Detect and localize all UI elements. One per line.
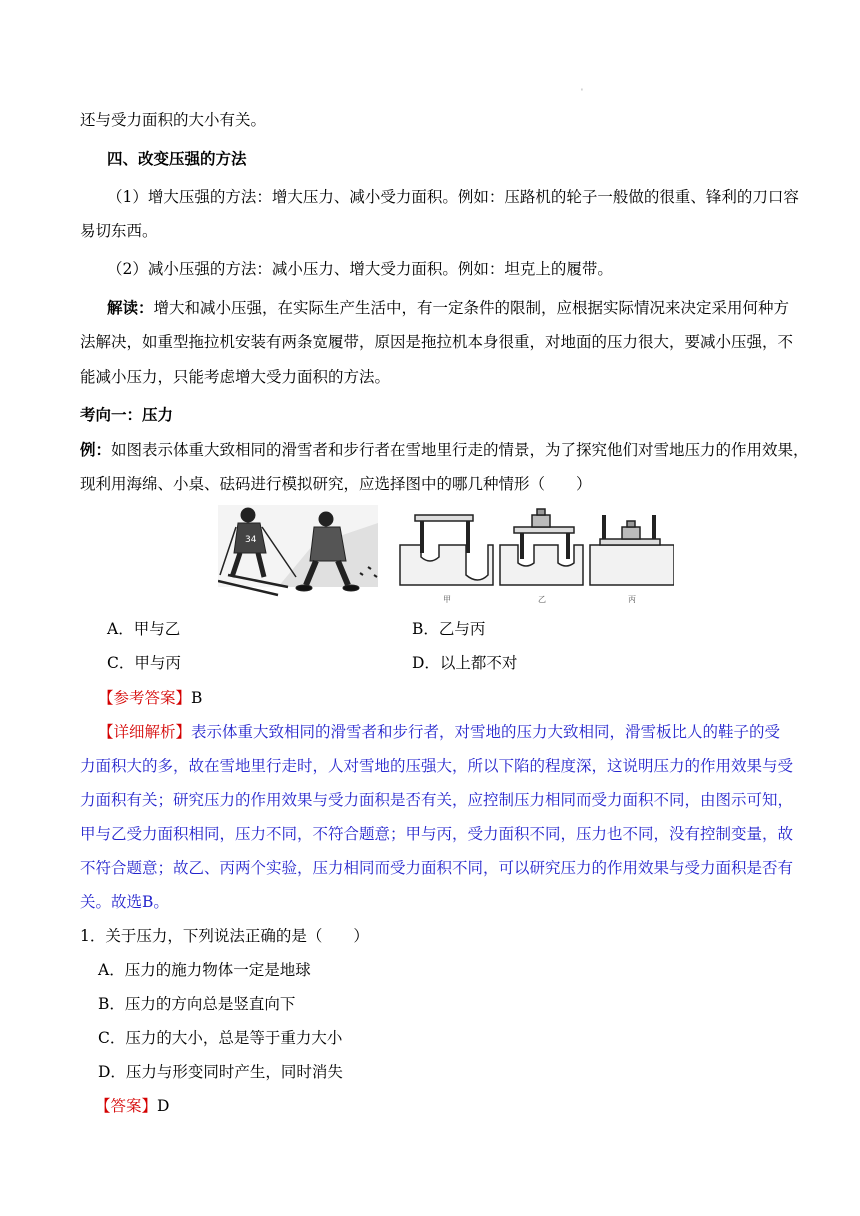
interpretation-line	[107, 298, 812, 318]
reference-answer	[98, 688, 803, 708]
question-option-b: B．压力的方向总是竖直向下	[98, 995, 296, 1013]
example-label: 例：	[80, 440, 112, 459]
experiment-figure	[218, 505, 674, 605]
option-d: D．以上都不对	[412, 654, 518, 672]
question-answer-tag: 【答案】	[95, 1097, 158, 1115]
text-line: （2）减小压强的方法：减小压力、增大受力面积。例如：坦克上的履带。	[107, 260, 613, 278]
text-line: 能减小压力，只能考虑增大受力面积的方法。	[80, 368, 391, 386]
skier-illustration	[218, 505, 378, 595]
figure-label-yi: 乙	[538, 595, 546, 604]
svg-text:34: 34	[245, 535, 257, 545]
option-a: A．甲与乙	[107, 620, 181, 638]
question-option-c: C．压力的大小，总是等于重力大小	[98, 1029, 343, 1047]
question-option-a: A．压力的施力物体一定是地球	[98, 961, 311, 979]
figure-label-bing: 丙	[628, 595, 636, 604]
example-line	[80, 440, 809, 460]
option-c: C．甲与丙	[107, 654, 181, 672]
text-line: （1）增大压强的方法：增大压力、减小受力面积。例如：压路机的轮子一般做的很重、锋利的刀口容	[107, 188, 799, 206]
text-line: 法解决，如重型拖拉机安装有两条宽履带，原因是拖拉机本身很重，对地面的压力很大，要减小压强，不	[80, 333, 794, 351]
interpretation-label: 解读：	[107, 298, 154, 317]
question-option-d: D．压力与形变同时产生，同时消失	[98, 1063, 343, 1081]
figure-label-jia: 甲	[443, 595, 451, 604]
setup-jia	[400, 515, 493, 585]
header-mark: '	[581, 88, 583, 96]
reference-answer-tag: 【参考答案】	[98, 689, 192, 707]
topic-heading: 考向一：压力	[80, 405, 174, 424]
question-answer	[95, 1096, 800, 1116]
option-b: B．乙与丙	[412, 620, 486, 638]
setup-yi	[500, 509, 583, 585]
analysis-line: 力面积大的多，故在雪地里行走时，人对雪地的压强大，所以下陷的程度深，这说明压力的作用效果与受	[80, 757, 794, 775]
analysis-text: 表示体重大致相同的滑雪者和步行者，对雪地的压力大致相同，滑雪板比人的鞋子的受	[191, 723, 781, 741]
analysis-line: 不符合题意；故乙、丙两个实验，压力相同而受力面积不同，可以研究压力的作用效果与受力面积是否有	[80, 859, 794, 877]
analysis-line: 甲与乙受力面积相同，压力不同，不符合题意；甲与丙，受力面积不同，压力也不同，没有控制变量，故	[80, 825, 794, 843]
example-text: 如图表示体重大致相同的滑雪者和步行者在雪地里行走的情景，为了探究他们对雪地压力的作用效果，	[111, 441, 809, 459]
question-stem: 1．关于压力，下列说法正确的是（ ）	[80, 927, 369, 945]
text-line: 还与受力面积的大小有关。	[80, 111, 267, 129]
analysis-tag: 【详细解析】	[98, 723, 192, 741]
setup-bing	[590, 515, 674, 585]
section-heading: 四、改变压强的方法	[107, 149, 247, 168]
analysis-line	[98, 722, 803, 742]
analysis-line: 力面积有关；研究压力的作用效果与受力面积是否有关，应控制压力相同而受力面积不同，由图示可知，	[80, 791, 794, 809]
reference-answer-value: B	[191, 689, 203, 707]
interpretation-text: 增大和减小压强，在实际生产生活中，有一定条件的限制，应根据实际情况来决定采用何种方	[153, 299, 790, 317]
text-line: 现利用海绵、小桌、砝码进行模拟研究，应选择图中的哪几种情形（ ）	[80, 475, 592, 493]
text-line: 易切东西。	[80, 222, 158, 240]
analysis-line: 关。故选B。	[80, 893, 169, 911]
question-answer-value: D	[157, 1097, 170, 1115]
